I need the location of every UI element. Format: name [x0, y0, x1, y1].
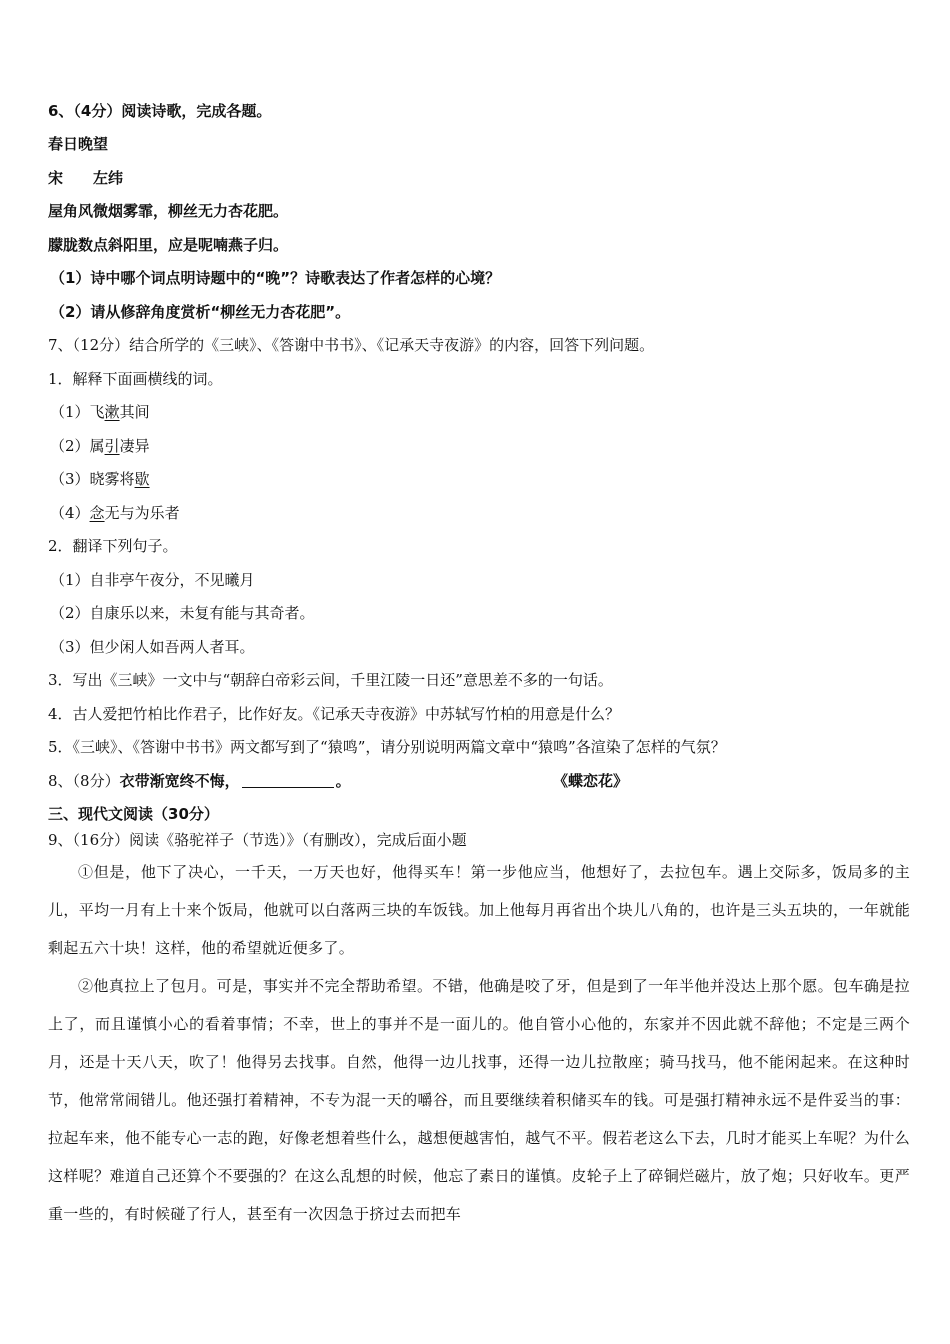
poem-line-1: 屋角风微烟雾霏，柳丝无力杏花肥。 [48, 202, 289, 220]
q8-end: 。 [335, 772, 351, 790]
q7-part4: 4．古人爱把竹柏比作君子，比作好友。《记承天寺夜游》中苏轼写竹柏的用意是什么？ [48, 705, 621, 723]
q6-subquestion-2: （2）请从修辞角度赏析“柳丝无力杏花肥”。 [50, 303, 351, 321]
underlined-word-1: 漱 [104, 403, 120, 421]
underlined-word-3: 歇 [134, 470, 150, 488]
q7-part5: 5．《三峡》、《答谢中书书》两文都写到了“猿鸣”，请分别说明两篇文章中“猿鸣”各渲染了怎样的气氛？ [48, 738, 726, 756]
q6-header: 6、（4分）阅读诗歌，完成各题。 [48, 102, 272, 120]
underlined-word-2: 引 [104, 437, 120, 455]
q7-word-4 [50, 503, 910, 523]
q7-word-2-post: 凄异 [119, 437, 150, 455]
poem-author: 宋 左纬 [48, 169, 124, 187]
q7-part2-title: 2．翻译下列句子。 [48, 537, 178, 555]
q8-source: 《蝶恋花》 [553, 772, 629, 790]
poem-title: 春日晚望 [48, 135, 109, 153]
q9-header: 9、（16分）阅读《骆驼祥子（节选）》（有删改），完成后面小题 [48, 831, 467, 849]
fill-blank[interactable] [242, 773, 334, 788]
section-3-title: 三、现代文阅读（30分） [48, 805, 219, 823]
q7-word-4-pre: （4） [50, 504, 90, 522]
q7-part1-title: 1．解释下面画横线的词。 [48, 370, 223, 388]
q7-word-2 [50, 436, 910, 456]
q7-header: 7、（12分）结合所学的《三峡》、《答谢中书书》、《记承天寺夜游》的内容，回答下列问题。 [48, 336, 655, 354]
q7-translate-3: （3）但少闲人如吾两人者耳。 [50, 638, 255, 656]
q7-word-4-post: 无与为乐者 [104, 504, 180, 522]
q7-translate-1: （1）自非亭午夜分，不见曦月 [50, 571, 255, 589]
q6-subquestion-1: （1）诗中哪个词点明诗题中的“晚”？诗歌表达了作者怎样的心境？ [50, 269, 501, 287]
passage-paragraph-1: ①但是，他下了决心，一千天，一万天也好，他得买车！第一步他应当，他想好了，去拉包车。遇上交际多，饭局多的主儿，平均一月有上十来个饭局，他就可以白落两三块的车饭钱。加上他每月再省出个块儿八角的，也许是三头五块的，一年就能剩起五六十块！这样，他的希望就近便多了。 [48, 863, 910, 957]
q7-word-1 [50, 402, 910, 422]
q7-word-2-pre: （2）属 [50, 437, 105, 455]
q7-translate-2: （2）自康乐以来，未复有能与其奇者。 [50, 604, 315, 622]
q8-prefix: 8、（8分） [48, 772, 120, 790]
poem-line-2: 朦胧数点斜阳里，应是呢喃燕子归。 [48, 236, 289, 254]
q7-word-3-pre: （3）晓雾将 [50, 470, 135, 488]
q7-word-3 [50, 469, 910, 489]
q7-word-1-post: 其间 [119, 403, 150, 421]
q8-text: 衣带渐宽终不悔， [119, 772, 240, 790]
q7-part3: 3．写出《三峡》一文中与“朝辞白帝彩云间，千里江陵一日还”意思差不多的一句话。 [48, 671, 613, 689]
underlined-word-4: 念 [89, 504, 105, 522]
q7-word-1-pre: （1）飞 [50, 403, 105, 421]
passage-paragraph-2: ②他真拉上了包月。可是，事实并不完全帮助希望。不错，他确是咬了牙，但是到了一年半他并没达上那个愿。包车确是拉上了，而且谨慎小心的看着事情；不幸，世上的事并不是一面儿的。他自管小心他的，东家并不因此就不辞他；不定是三两个月，还是十天八天，吹了！他得另去找事。自然，他得一边儿找事，还得一边儿拉散座；骑马找马，他不能闲起来。在这种时节，他常常闹错儿。他还强打着精神，不专为混一天的嚼谷，而且要继续着积储买车的钱。可是强打精神永远不是件妥当的事：拉起车来，他不能专心一志的跑，好像老想着些什么，越想便越害怕，越气不平。假若老这么下去，几时才能买上车呢？为什么这样呢？难道自己还算个不要强的？在这么乱想的时候，他忘了素日的谨慎。皮轮子上了碎铜烂磁片，放了炮；只好收车。更严重一些的，有时候碰了行人，甚至有一次因急于挤过去而把车 [48, 977, 910, 1223]
q8-line [48, 771, 910, 791]
